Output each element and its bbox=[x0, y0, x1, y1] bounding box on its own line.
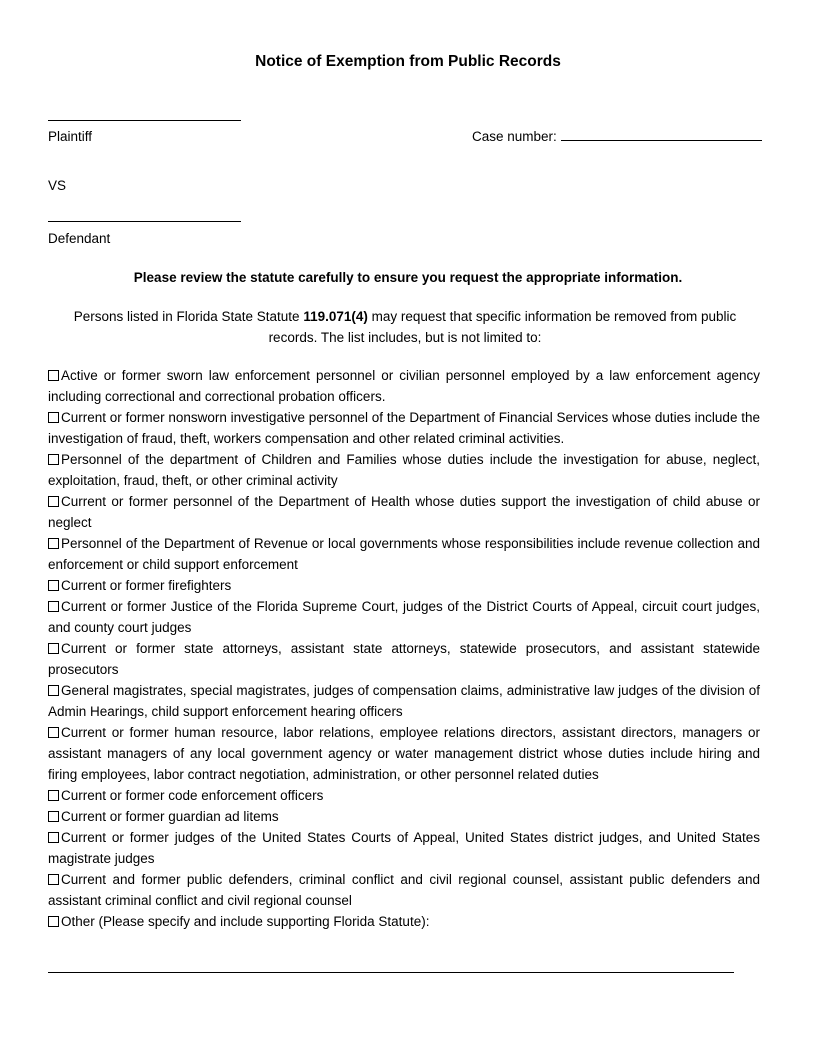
checkbox-icon[interactable] bbox=[48, 496, 59, 507]
exemption-item bbox=[48, 575, 760, 596]
checkbox-icon[interactable] bbox=[48, 601, 59, 612]
checkbox-icon[interactable] bbox=[48, 727, 59, 738]
checkbox-icon[interactable] bbox=[48, 538, 59, 549]
checkbox-icon[interactable] bbox=[48, 580, 59, 591]
review-note: Please review the statute carefully to ensure you request the appropriate information. bbox=[133, 270, 683, 285]
item-text: Current or former personnel of the Department of Health whose duties support the investigation of child abuse or neglect bbox=[48, 494, 760, 530]
checkbox-icon[interactable] bbox=[48, 685, 59, 696]
exemption-item bbox=[48, 638, 760, 680]
item-text: Active or former sworn law enforcement personnel or civilian personnel employed by a law enforcement agency including correctional and correctional probation officers. bbox=[48, 368, 760, 404]
item-text: Other (Please specify and include supporting Florida Statute): bbox=[61, 914, 430, 929]
exemption-list bbox=[48, 365, 760, 932]
checkbox-icon[interactable] bbox=[48, 412, 59, 423]
item-text: Current or former nonsworn investigative personnel of the Department of Financial Services whose duties include the investigation of fraud, theft, workers compensation and other related criminal activities. bbox=[48, 410, 760, 446]
checkbox-icon[interactable] bbox=[48, 874, 59, 885]
defendant-line[interactable] bbox=[48, 221, 241, 222]
exemption-item bbox=[48, 365, 760, 407]
exemption-item bbox=[48, 869, 760, 911]
exemption-item bbox=[48, 827, 760, 869]
exemption-item bbox=[48, 722, 760, 785]
item-text: Current or former state attorneys, assistant state attorneys, statewide prosecutors, and assistant statewide prosecutors bbox=[48, 641, 760, 677]
intro-after: may request that specific information be removed from public records. The list includes, but is not limited to: bbox=[268, 309, 737, 345]
item-text: Personnel of the Department of Revenue or local governments whose responsibilities include revenue collection and enforcement or child support enforcement bbox=[48, 536, 760, 572]
checkbox-icon[interactable] bbox=[48, 811, 59, 822]
intro-paragraph bbox=[48, 306, 762, 348]
vs-label: VS bbox=[48, 178, 67, 193]
checkbox-icon[interactable] bbox=[48, 790, 59, 801]
exemption-item bbox=[48, 680, 760, 722]
defendant-label: Defendant bbox=[48, 231, 111, 246]
plaintiff-line[interactable] bbox=[48, 120, 241, 121]
case-number-line[interactable] bbox=[561, 140, 762, 141]
checkbox-icon[interactable] bbox=[48, 832, 59, 843]
item-text: Personnel of the department of Children and Families whose duties include the investigation for abuse, neglect, exploitation, fraud, theft, or other criminal activity bbox=[48, 452, 760, 488]
item-text: Current and former public defenders, criminal conflict and civil regional counsel, assistant public defenders and assistant criminal conflict and civil regional counsel bbox=[48, 872, 760, 908]
exemption-item-other bbox=[48, 911, 760, 932]
exemption-item bbox=[48, 806, 760, 827]
checkbox-icon[interactable] bbox=[48, 643, 59, 654]
checkbox-icon[interactable] bbox=[48, 370, 59, 381]
checkbox-icon[interactable] bbox=[48, 454, 59, 465]
item-text: Current or former human resource, labor relations, employee relations directors, assistant directors, managers or assistant managers of any local government agency or water management district whose duties include hiring and firing employees, labor contract negotiation, administration, or other personnel related duties bbox=[48, 725, 760, 782]
case-number-label: Case number: bbox=[472, 129, 557, 144]
checkbox-icon[interactable] bbox=[48, 916, 59, 927]
item-text: Current or former firefighters bbox=[61, 578, 232, 593]
other-specify-line[interactable] bbox=[48, 972, 734, 973]
exemption-item bbox=[48, 449, 760, 491]
exemption-item bbox=[48, 785, 760, 806]
page-title: Notice of Exemption from Public Records bbox=[255, 53, 561, 70]
exemption-item bbox=[48, 533, 760, 575]
item-text: Current or former code enforcement officers bbox=[61, 788, 324, 803]
case-number-field[interactable] bbox=[472, 129, 762, 144]
exemption-item bbox=[48, 407, 760, 449]
exemption-item bbox=[48, 596, 760, 638]
statute-number: 119.071(4) bbox=[303, 309, 368, 324]
exemption-item bbox=[48, 491, 760, 533]
intro-before: Persons listed in Florida State Statute bbox=[73, 309, 304, 324]
item-text: Current or former judges of the United States Courts of Appeal, United States district judges, and United States magistrate judges bbox=[48, 830, 760, 866]
item-text: Current or former Justice of the Florida Supreme Court, judges of the District Courts of Appeal, circuit court judges, and county court judges bbox=[48, 599, 760, 635]
plaintiff-label: Plaintiff bbox=[48, 129, 93, 144]
item-text: Current or former guardian ad litems bbox=[61, 809, 279, 824]
item-text: General magistrates, special magistrates, judges of compensation claims, administrative law judges of the division of Admin Hearings, child support enforcement hearing officers bbox=[48, 683, 760, 719]
